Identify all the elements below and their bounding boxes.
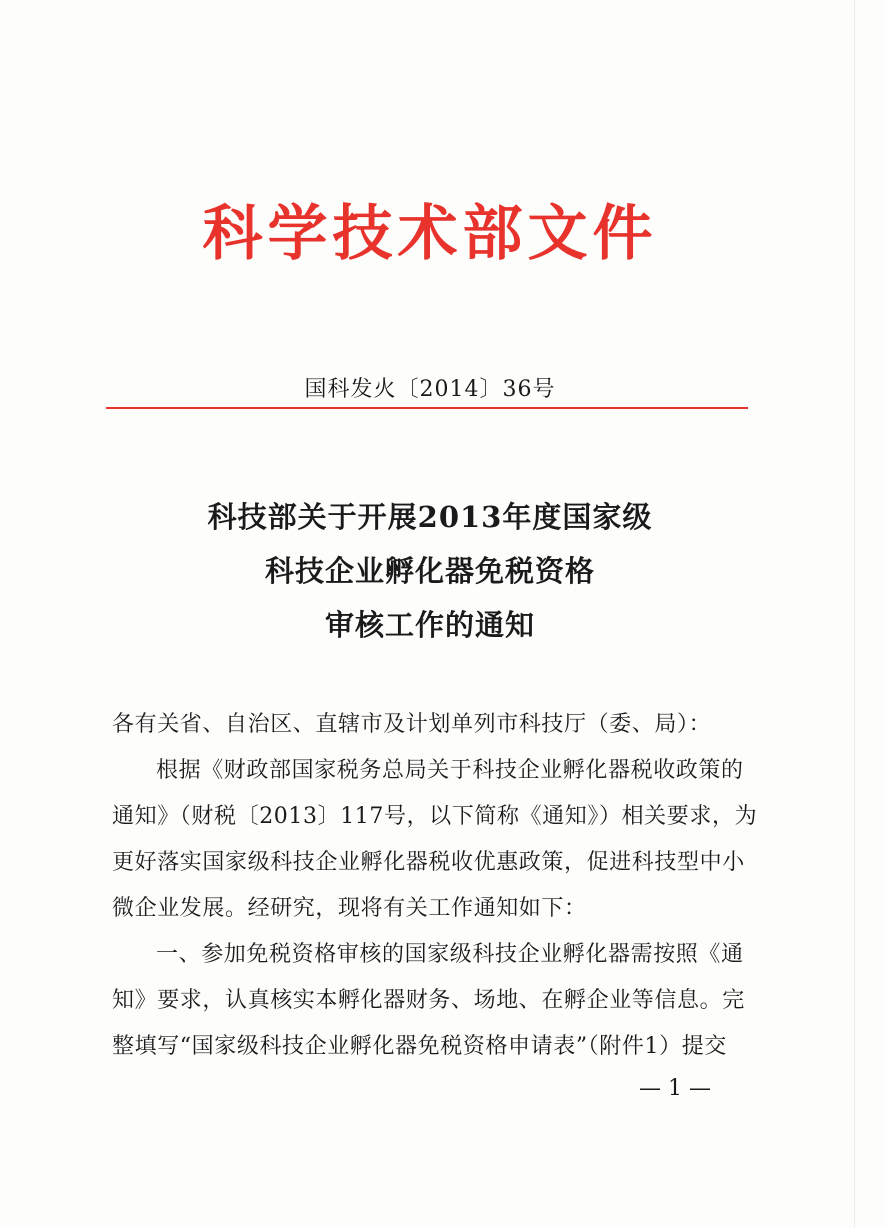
body-line: 根据《财政部国家税务总局关于科技企业孵化器税收政策的 [156, 758, 744, 783]
red-separator-line [106, 407, 748, 409]
body-line: 知》要求，认真核实本孵化器财务、场地、在孵企业等信息。完 [112, 988, 745, 1013]
salutation-line: 各有关省、自治区、直辖市及计划单列市科技厅（委、局）： [112, 712, 712, 737]
notice-title-line: 科技企业孵化器免税资格 [264, 554, 595, 588]
body-line: 通知》（财税〔2013〕117号，以下简称《通知》）相关要求，为 [112, 804, 758, 829]
page-number: — 1 — [639, 1076, 711, 1101]
issuer-header-title: 科学技术部文件 [202, 199, 658, 269]
notice-title-line: 审核工作的通知 [324, 608, 535, 642]
document-number: 国科发火〔2014〕36号 [304, 377, 556, 402]
body-line: 更好落实国家级科技企业孵化器税收优惠政策，促进科技型中小 [112, 850, 745, 875]
scan-edge-line [854, 0, 855, 1228]
notice-body [112, 702, 758, 1070]
notice-title-line: 科技部关于开展2013年度国家级 [207, 500, 653, 534]
body-line: 整填写“国家级科技企业孵化器免税资格申请表”（附件1）提交 [112, 1034, 727, 1059]
notice-title [130, 490, 730, 652]
body-line: 微企业发展。经研究，现将有关工作通知如下： [112, 896, 587, 921]
body-line: 一、参加免税资格审核的国家级科技企业孵化器需按照《通 [156, 942, 744, 967]
